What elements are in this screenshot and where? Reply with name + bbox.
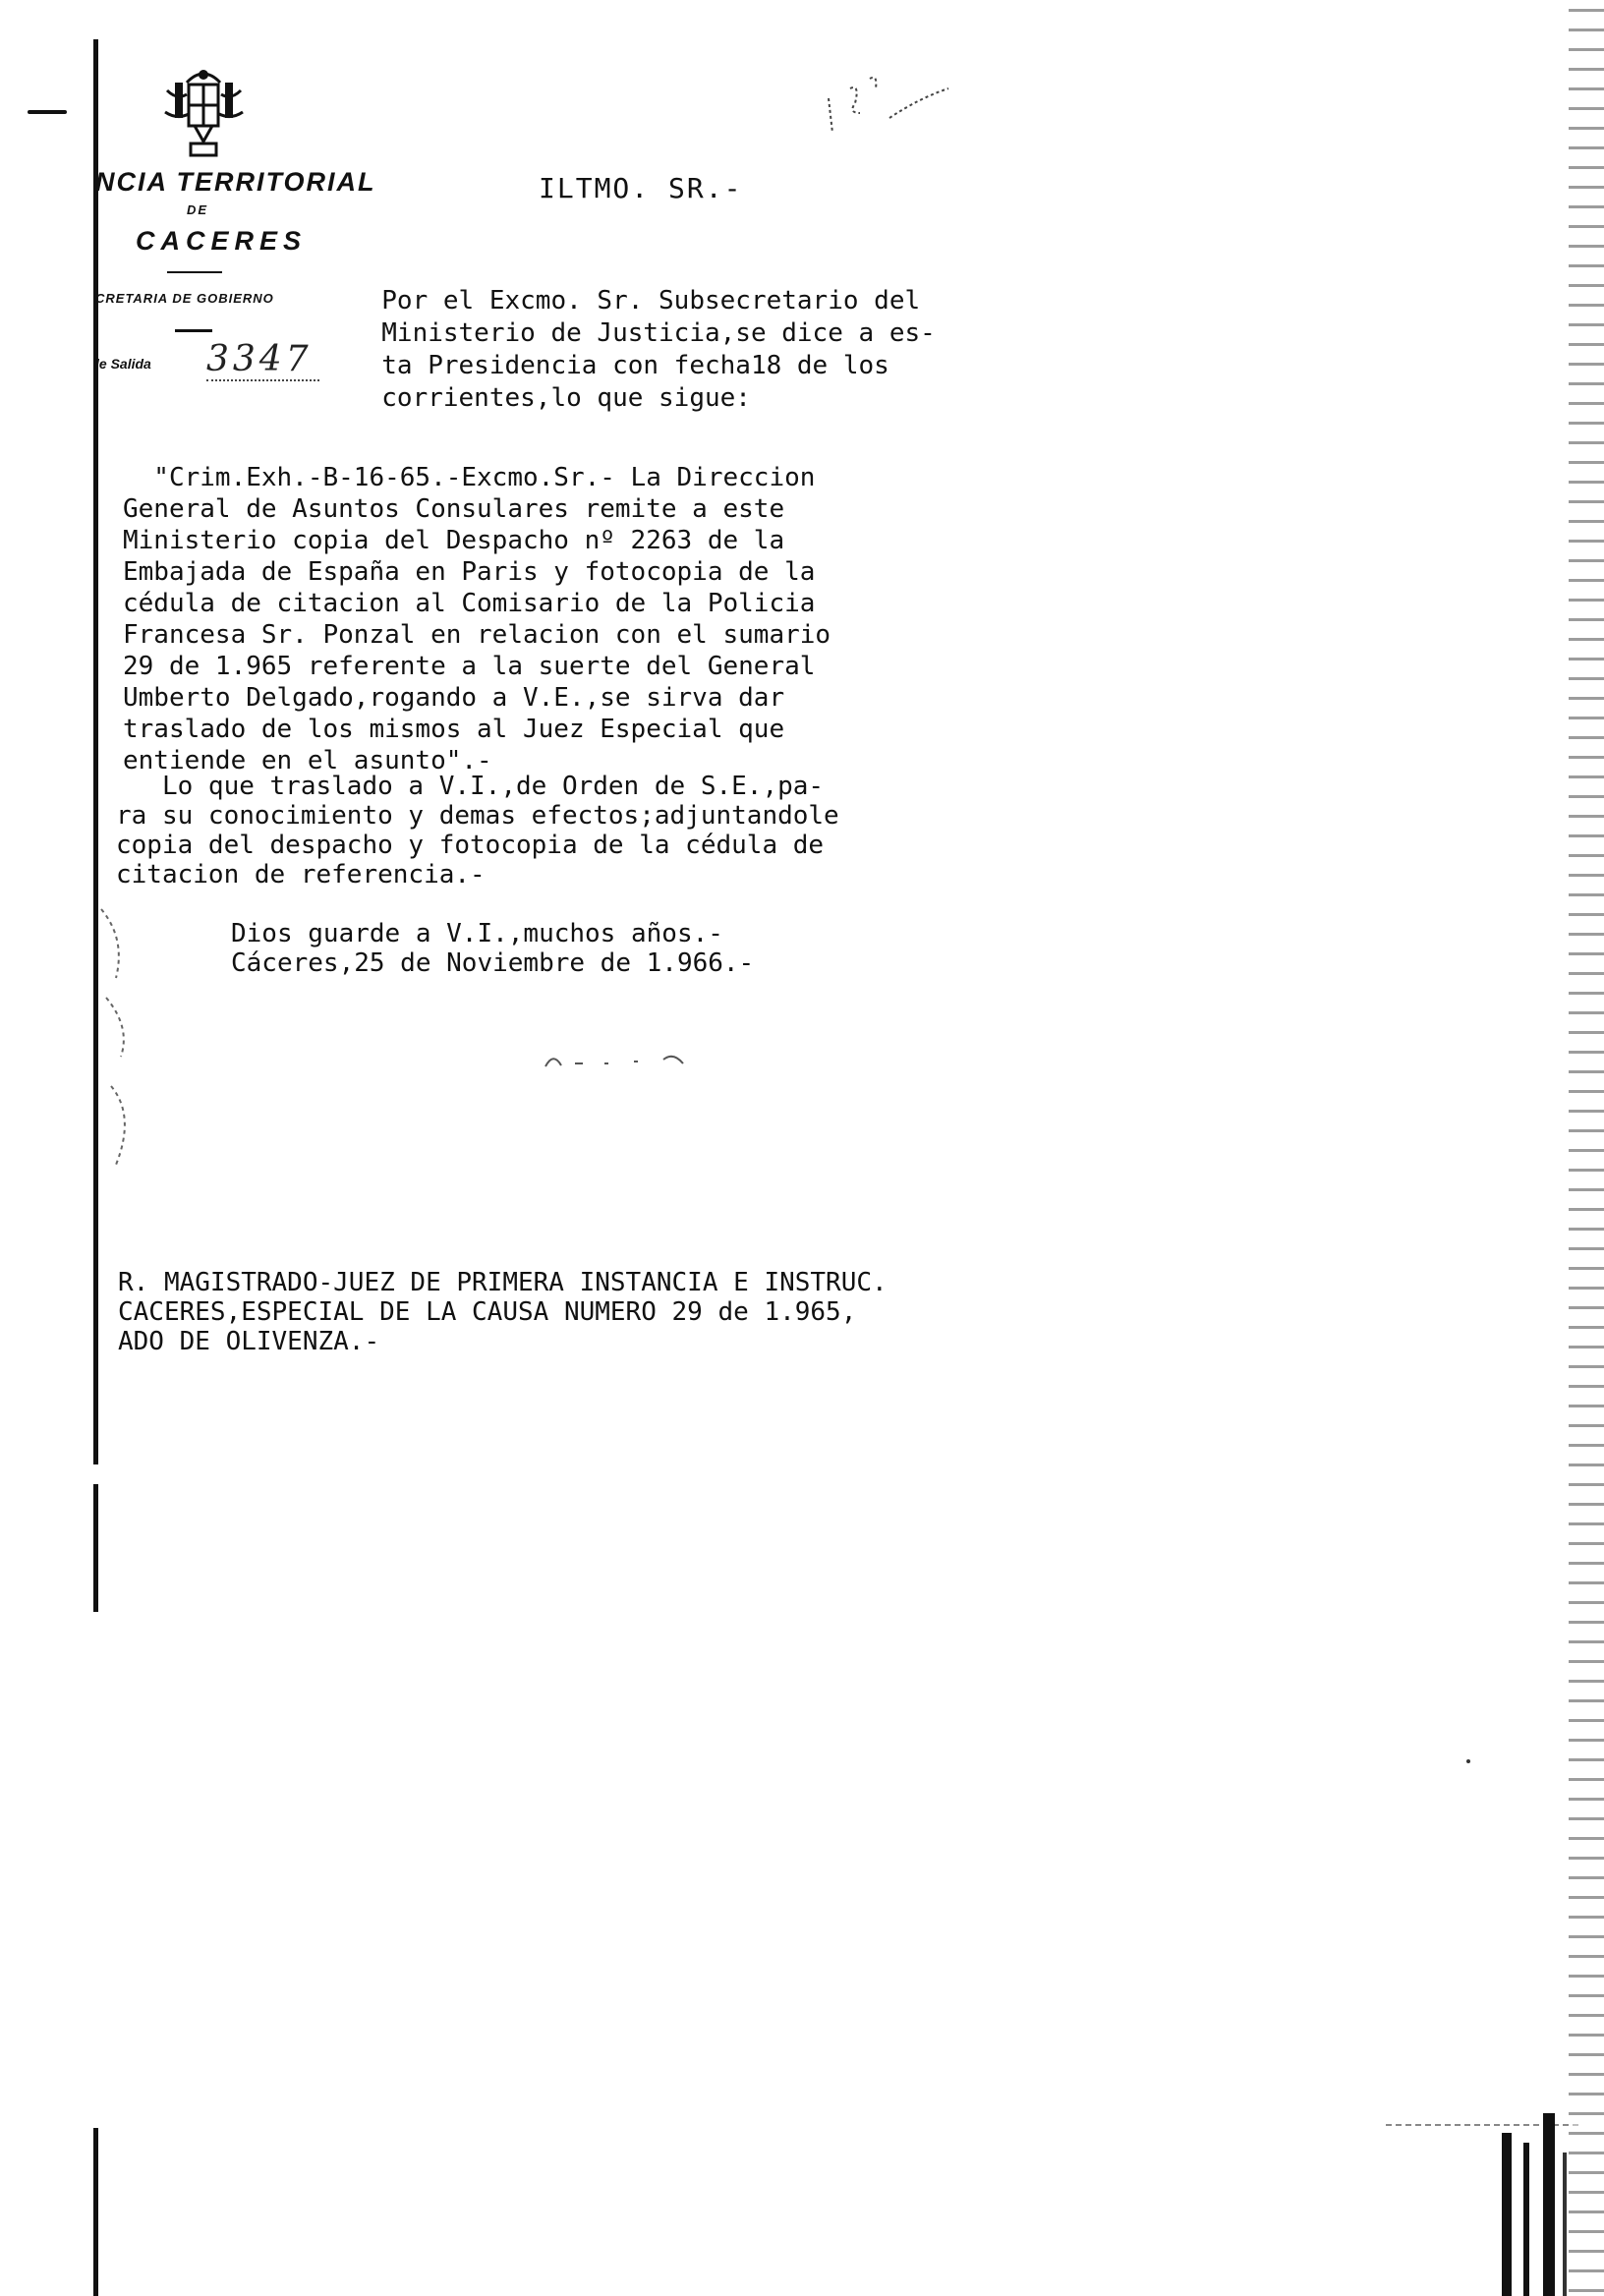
quoted-paragraph: "Crim.Exh.-B-16-65.-Excmo.Sr.- La Direccion General de Asuntos Consulares remite a este Ministerio copia del Despacho nº 2263 de la Embajada de España en Paris y fotocopia de la cédula de citacion al Comisario de la Policia Francesa Sr. Ponzal en relacion con el sumario 29 de 1.965 referente a la suerte del General Umberto Delgado,rogando a V.E.,se sirva dar traslado de los mismos al Juez Especial que entiende en el asunto".- [123,463,831,775]
intro-paragraph: Por el Excmo. Sr. Subsecretario del Ministerio de Justicia,se dice a es- ta Presidencia con fecha18 de los corrientes,lo que sigue: [381,286,936,413]
addressee-block: R. MAGISTRADO-JUEZ DE PRIMERA INSTANCIA E INSTRUC. CACERES,ESPECIAL DE LA CAUSA NUMERO 29 de 1.965, ADO DE OLIVENZA.- [118,1268,888,1356]
handwritten-mark [821,59,958,138]
scan-corner-marks [1386,2113,1582,2296]
left-margin-rule-bottom [93,2128,98,2296]
left-margin-rule-lower [93,1484,98,1612]
office-name: NCIA TERRITORIAL [95,167,376,197]
margin-dash [28,110,67,114]
salutation: ILTMO. SR.- [539,172,743,204]
transfer-paragraph: Lo que traslado a V.I.,de Orden de S.E.,pa- ra su conocimiento y demas efectos;adjuntandole copia del despacho y fotocopia de la cédula de citacion de referencia.- [116,772,839,890]
speck [1466,1759,1470,1763]
margin-scribble [96,899,155,1184]
office-city: CACERES [136,226,308,256]
office-de: DE [187,202,209,217]
closing-paragraph: Dios guarde a V.I.,muchos años.- Cáceres,25 de Noviembre de 1.966.- [231,919,755,978]
header-divider [167,271,222,273]
left-margin-rule [93,39,98,1464]
exit-label: le Salida [95,356,151,372]
signature-mark [536,1042,732,1081]
exit-number: 3347 [206,339,319,381]
department-label: CRETARIA DE GOBIERNO [95,291,274,306]
scan-right-edge [1569,0,1604,2296]
dash-mark [175,329,212,332]
coat-of-arms-icon [157,61,251,159]
